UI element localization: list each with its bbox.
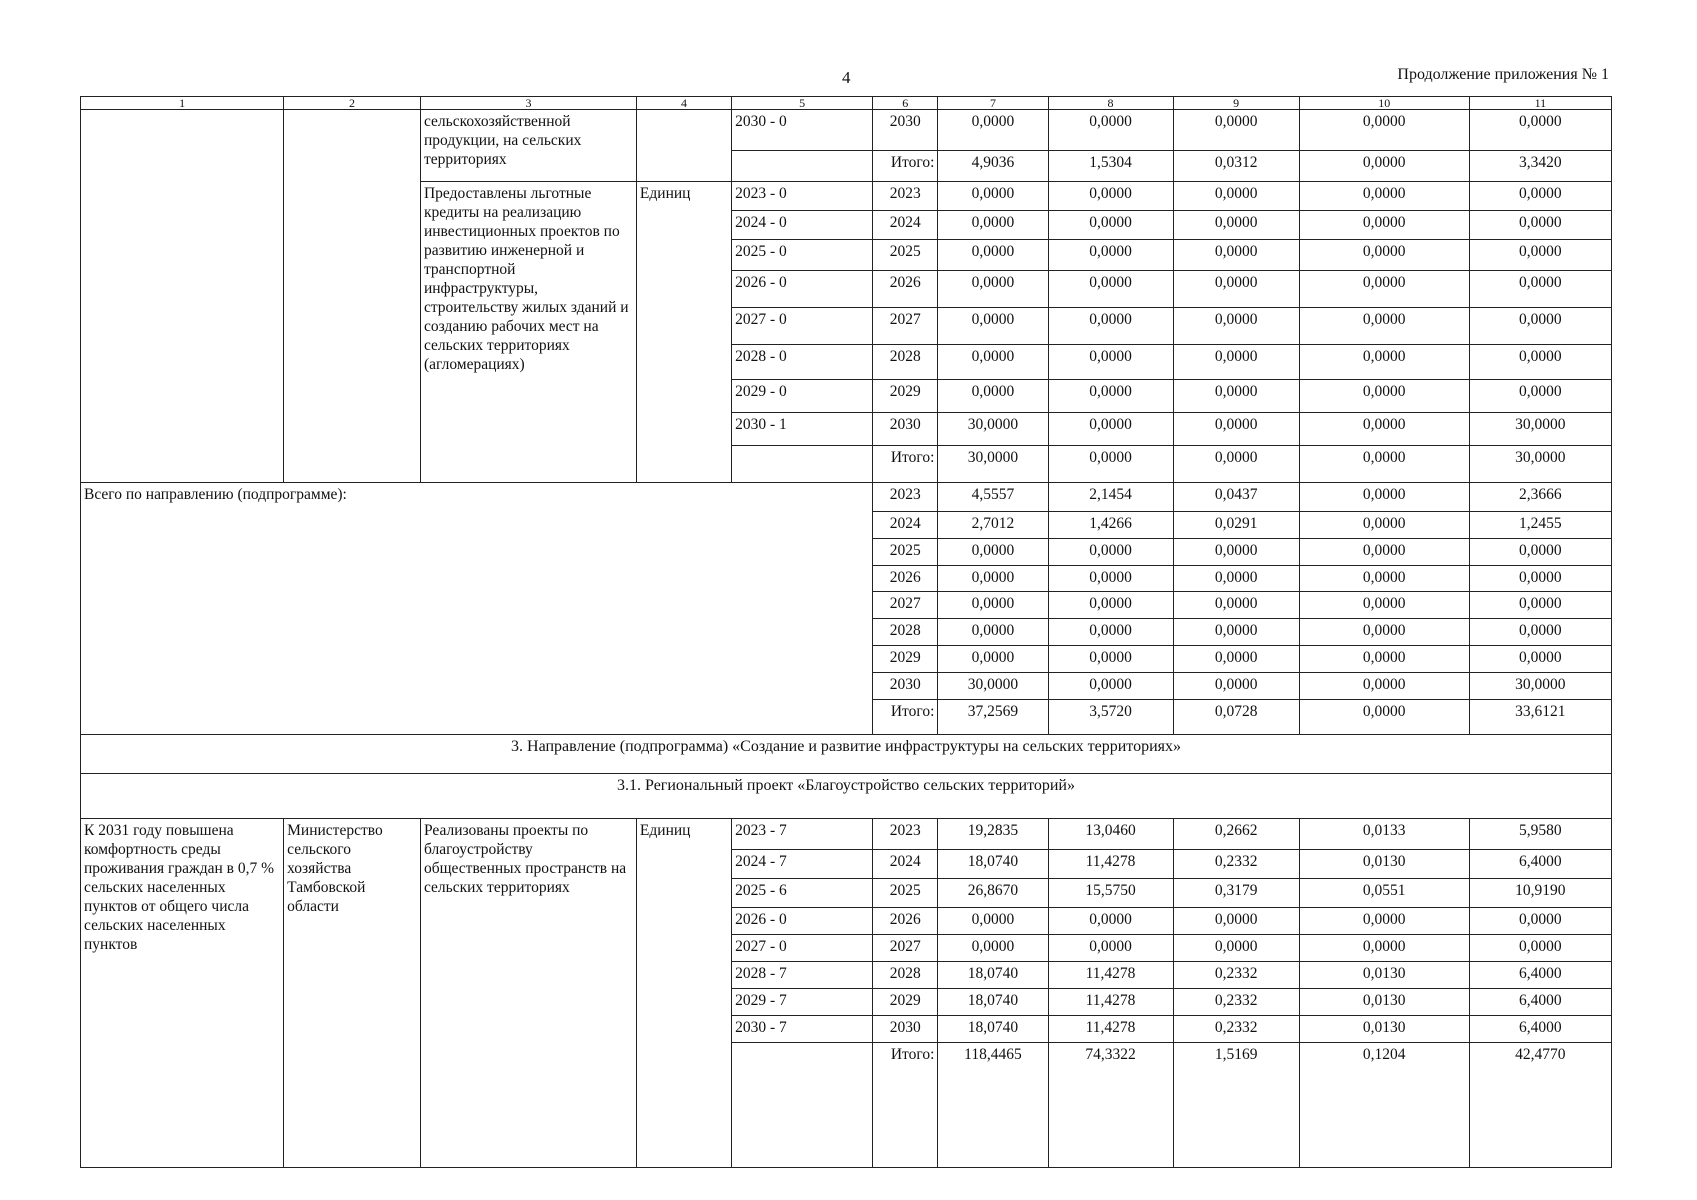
value-cell: 0,0000 bbox=[1048, 211, 1173, 240]
year-cell: 2026 bbox=[873, 908, 938, 935]
value-cell: 0,0000 bbox=[1048, 935, 1173, 962]
value-cell: 0,0133 bbox=[1299, 819, 1469, 850]
column-number: 1 bbox=[81, 97, 284, 110]
indicator-text: сельскохозяйственной продукции, на сельских территориях bbox=[420, 110, 636, 182]
value-cell: 0,0312 bbox=[1173, 151, 1299, 182]
value-cell: 1,5304 bbox=[1048, 151, 1173, 182]
value-cell: 2,3666 bbox=[1469, 483, 1611, 512]
value-cell: 0,0437 bbox=[1173, 483, 1299, 512]
responsible-text: Министерство сельского хозяйства Тамбовской области bbox=[284, 819, 421, 1168]
value-cell: 0,0000 bbox=[1173, 211, 1299, 240]
value-cell: 3,5720 bbox=[1048, 700, 1173, 735]
unit-cell: Единиц bbox=[636, 819, 731, 1168]
value-cell: 30,0000 bbox=[938, 413, 1048, 446]
plan-cell: 2030 - 1 bbox=[732, 413, 873, 446]
section-row bbox=[81, 774, 1612, 819]
value-cell: 0,0000 bbox=[1173, 345, 1299, 380]
value-cell: 0,0130 bbox=[1299, 989, 1469, 1016]
value-cell: 0,0000 bbox=[1299, 935, 1469, 962]
value-cell: 30,0000 bbox=[938, 446, 1048, 483]
year-cell: 2024 bbox=[873, 850, 938, 879]
year-cell: 2027 bbox=[873, 935, 938, 962]
value-cell: 0,0000 bbox=[1299, 308, 1469, 345]
year-cell: 2030 bbox=[873, 673, 938, 700]
value-cell: 0,0000 bbox=[1173, 308, 1299, 345]
value-cell: 0,2662 bbox=[1173, 819, 1299, 850]
value-cell: 13,0460 bbox=[1048, 819, 1173, 850]
column-number: 8 bbox=[1048, 97, 1173, 110]
value-cell: 0,0000 bbox=[1048, 308, 1173, 345]
value-cell: 0,0551 bbox=[1299, 879, 1469, 908]
value-cell: 0,0000 bbox=[1299, 211, 1469, 240]
value-cell: 0,0000 bbox=[1048, 566, 1173, 592]
year-cell: 2024 bbox=[873, 211, 938, 240]
year-cell: 2028 bbox=[873, 619, 938, 646]
itogo-label: Итого: bbox=[873, 1043, 938, 1168]
value-cell: 0,3179 bbox=[1173, 879, 1299, 908]
value-cell: 18,0740 bbox=[938, 962, 1048, 989]
value-cell: 0,0000 bbox=[1469, 592, 1611, 619]
value-cell: 0,0000 bbox=[1173, 908, 1299, 935]
value-cell: 0,0000 bbox=[938, 211, 1048, 240]
year-cell: 2023 bbox=[873, 819, 938, 850]
value-cell: 0,0000 bbox=[938, 592, 1048, 619]
value-cell: 0,0000 bbox=[1469, 619, 1611, 646]
itogo-label: Итого: bbox=[873, 446, 938, 483]
column-number: 5 bbox=[732, 97, 873, 110]
year-cell: 2028 bbox=[873, 962, 938, 989]
year-cell: 2026 bbox=[873, 566, 938, 592]
plan-cell: 2024 - 0 bbox=[732, 211, 873, 240]
budget-table bbox=[80, 96, 1612, 1168]
value-cell: 42,4770 bbox=[1469, 1043, 1611, 1168]
value-cell: 0,0000 bbox=[1173, 539, 1299, 566]
indicator-text: Реализованы проекты по благоустройству общественных пространств на сельских территориях bbox=[420, 819, 636, 1168]
value-cell: 0,0000 bbox=[1299, 483, 1469, 512]
value-cell: 0,0130 bbox=[1299, 962, 1469, 989]
value-cell: 0,0000 bbox=[1173, 446, 1299, 483]
value-cell: 18,0740 bbox=[938, 989, 1048, 1016]
value-cell: 0,0000 bbox=[1469, 110, 1611, 151]
value-cell: 0,0000 bbox=[1469, 380, 1611, 413]
value-cell: 0,0000 bbox=[1469, 271, 1611, 308]
value-cell: 0,0000 bbox=[1469, 566, 1611, 592]
value-cell: 1,4266 bbox=[1048, 512, 1173, 539]
value-cell: 74,3322 bbox=[1048, 1043, 1173, 1168]
value-cell: 0,0000 bbox=[938, 566, 1048, 592]
value-cell: 0,0000 bbox=[1173, 240, 1299, 271]
plan-cell bbox=[732, 446, 873, 483]
cell-col1-empty bbox=[81, 110, 284, 483]
value-cell: 0,0000 bbox=[1048, 539, 1173, 566]
value-cell: 0,0000 bbox=[1173, 413, 1299, 446]
value-cell: 0,0000 bbox=[1048, 413, 1173, 446]
year-cell: 2029 bbox=[873, 380, 938, 413]
value-cell: 0,0000 bbox=[1173, 646, 1299, 673]
value-cell: 0,0728 bbox=[1173, 700, 1299, 735]
itogo-label: Итого: bbox=[873, 151, 938, 182]
value-cell: 26,8670 bbox=[938, 879, 1048, 908]
subsection-title: 3.1. Региональный проект «Благоустройство сельских территорий» bbox=[81, 774, 1612, 819]
page-number: 4 bbox=[842, 68, 851, 87]
value-cell: 30,0000 bbox=[1469, 446, 1611, 483]
column-number: 6 bbox=[873, 97, 938, 110]
value-cell: 0,0000 bbox=[1299, 151, 1469, 182]
plan-cell: 2023 - 0 bbox=[732, 182, 873, 211]
value-cell: 18,0740 bbox=[938, 1016, 1048, 1043]
plan-cell: 2030 - 7 bbox=[732, 1016, 873, 1043]
value-cell: 33,6121 bbox=[1469, 700, 1611, 735]
value-cell: 6,4000 bbox=[1469, 962, 1611, 989]
value-cell: 19,2835 bbox=[938, 819, 1048, 850]
value-cell: 4,5557 bbox=[938, 483, 1048, 512]
value-cell: 0,0000 bbox=[938, 539, 1048, 566]
value-cell: 0,0000 bbox=[1469, 539, 1611, 566]
unit-cell-empty bbox=[636, 110, 731, 182]
value-cell: 5,9580 bbox=[1469, 819, 1611, 850]
year-cell: 2030 bbox=[873, 1016, 938, 1043]
value-cell: 10,9190 bbox=[1469, 879, 1611, 908]
value-cell: 11,4278 bbox=[1048, 989, 1173, 1016]
value-cell: 0,0291 bbox=[1173, 512, 1299, 539]
plan-cell: 2025 - 0 bbox=[732, 240, 873, 271]
value-cell: 0,0000 bbox=[1173, 182, 1299, 211]
value-cell: 37,2569 bbox=[938, 700, 1048, 735]
value-cell: 0,0000 bbox=[1048, 271, 1173, 308]
value-cell: 0,0000 bbox=[1299, 380, 1469, 413]
value-cell: 0,0000 bbox=[1299, 566, 1469, 592]
value-cell: 0,0000 bbox=[1299, 110, 1469, 151]
year-cell: 2025 bbox=[873, 879, 938, 908]
value-cell: 0,0000 bbox=[938, 619, 1048, 646]
value-cell: 30,0000 bbox=[1469, 673, 1611, 700]
value-cell: 0,0000 bbox=[938, 240, 1048, 271]
cell-col2-empty bbox=[284, 110, 421, 483]
year-cell: 2023 bbox=[873, 182, 938, 211]
value-cell: 0,0000 bbox=[1469, 211, 1611, 240]
table-row bbox=[81, 110, 1612, 151]
value-cell: 0,0000 bbox=[938, 308, 1048, 345]
value-cell: 30,0000 bbox=[938, 673, 1048, 700]
value-cell: 0,0000 bbox=[938, 646, 1048, 673]
total-row bbox=[81, 483, 1612, 512]
value-cell: 0,0000 bbox=[1299, 646, 1469, 673]
column-number: 10 bbox=[1299, 97, 1469, 110]
value-cell: 0,0000 bbox=[1299, 271, 1469, 308]
year-cell: 2025 bbox=[873, 539, 938, 566]
year-cell: 2025 bbox=[873, 240, 938, 271]
year-cell: 2029 bbox=[873, 989, 938, 1016]
value-cell: 6,4000 bbox=[1469, 850, 1611, 879]
year-cell: 2024 bbox=[873, 512, 938, 539]
value-cell: 2,7012 bbox=[938, 512, 1048, 539]
value-cell: 0,0130 bbox=[1299, 1016, 1469, 1043]
value-cell: 0,0000 bbox=[1048, 646, 1173, 673]
goal-text: К 2031 году повышена комфортность среды проживания граждан в 0,7 % сельских населенных пунктов от общего числа сельских населенных пунктов bbox=[81, 819, 284, 1168]
plan-cell: 2027 - 0 bbox=[732, 935, 873, 962]
value-cell: 0,0000 bbox=[1173, 592, 1299, 619]
year-cell: 2030 bbox=[873, 413, 938, 446]
value-cell: 0,0000 bbox=[1048, 908, 1173, 935]
plan-cell: 2027 - 0 bbox=[732, 308, 873, 345]
itogo-label: Итого: bbox=[873, 700, 938, 735]
value-cell: 30,0000 bbox=[1469, 413, 1611, 446]
plan-cell: 2029 - 7 bbox=[732, 989, 873, 1016]
column-number: 3 bbox=[420, 97, 636, 110]
value-cell: 0,0000 bbox=[1299, 700, 1469, 735]
unit-cell: Единиц bbox=[636, 182, 731, 483]
value-cell: 0,2332 bbox=[1173, 962, 1299, 989]
value-cell: 3,3420 bbox=[1469, 151, 1611, 182]
value-cell: 0,0000 bbox=[1173, 673, 1299, 700]
value-cell: 0,0000 bbox=[1299, 512, 1469, 539]
continuation-note: Продолжение приложения № 1 bbox=[1397, 66, 1609, 83]
value-cell: 1,2455 bbox=[1469, 512, 1611, 539]
value-cell: 0,0000 bbox=[1173, 380, 1299, 413]
value-cell: 0,0000 bbox=[938, 935, 1048, 962]
year-cell: 2029 bbox=[873, 646, 938, 673]
value-cell: 0,2332 bbox=[1173, 1016, 1299, 1043]
value-cell: 0,0000 bbox=[938, 908, 1048, 935]
value-cell: 11,4278 bbox=[1048, 962, 1173, 989]
value-cell: 0,0000 bbox=[1299, 413, 1469, 446]
value-cell: 0,0000 bbox=[1048, 345, 1173, 380]
value-cell: 0,0000 bbox=[938, 271, 1048, 308]
plan-cell: 2026 - 0 bbox=[732, 271, 873, 308]
value-cell: 0,0000 bbox=[1299, 673, 1469, 700]
value-cell: 4,9036 bbox=[938, 151, 1048, 182]
value-cell: 0,0000 bbox=[1173, 935, 1299, 962]
value-cell: 0,0000 bbox=[1048, 380, 1173, 413]
value-cell: 0,1204 bbox=[1299, 1043, 1469, 1168]
value-cell: 0,0000 bbox=[1048, 110, 1173, 151]
value-cell: 1,5169 bbox=[1173, 1043, 1299, 1168]
value-cell: 0,2332 bbox=[1173, 989, 1299, 1016]
value-cell: 0,0000 bbox=[1048, 182, 1173, 211]
total-label: Всего по направлению (подпрограмме): bbox=[81, 483, 873, 735]
value-cell: 0,0000 bbox=[1048, 619, 1173, 646]
value-cell: 0,2332 bbox=[1173, 850, 1299, 879]
value-cell: 0,0000 bbox=[1299, 619, 1469, 646]
plan-cell: 2023 - 7 bbox=[732, 819, 873, 850]
section-row bbox=[81, 735, 1612, 774]
value-cell: 0,0000 bbox=[1469, 182, 1611, 211]
indicator-text: Предоставлены льготные кредиты на реализацию инвестиционных проектов по развитию инженерной и транспортной инфраструктуры, строительству жилых зданий и созданию рабочих мест на сельских территориях (агломерациях) bbox=[420, 182, 636, 483]
value-cell: 0,0000 bbox=[938, 380, 1048, 413]
year-cell: 2027 bbox=[873, 308, 938, 345]
value-cell: 0,0000 bbox=[1048, 592, 1173, 619]
column-number: 9 bbox=[1173, 97, 1299, 110]
column-number: 7 bbox=[938, 97, 1048, 110]
year-cell: 2026 bbox=[873, 271, 938, 308]
value-cell: 0,0000 bbox=[1469, 308, 1611, 345]
plan-cell: 2024 - 7 bbox=[732, 850, 873, 879]
plan-cell: 2028 - 0 bbox=[732, 345, 873, 380]
value-cell: 0,0000 bbox=[1299, 345, 1469, 380]
column-number: 11 bbox=[1469, 97, 1611, 110]
value-cell: 15,5750 bbox=[1048, 879, 1173, 908]
plan-cell bbox=[732, 151, 873, 182]
value-cell: 0,0000 bbox=[1048, 673, 1173, 700]
value-cell: 11,4278 bbox=[1048, 850, 1173, 879]
column-number-row bbox=[81, 97, 1612, 110]
value-cell: 0,0000 bbox=[1469, 908, 1611, 935]
value-cell: 118,4465 bbox=[938, 1043, 1048, 1168]
value-cell: 0,0000 bbox=[1173, 619, 1299, 646]
section-title: 3. Направление (подпрограмма) «Создание и развитие инфраструктуры на сельских территориях» bbox=[81, 735, 1612, 774]
value-cell: 11,4278 bbox=[1048, 1016, 1173, 1043]
value-cell: 0,0000 bbox=[1173, 271, 1299, 308]
value-cell: 0,0000 bbox=[938, 345, 1048, 380]
plan-cell bbox=[732, 1043, 873, 1168]
column-number: 2 bbox=[284, 97, 421, 110]
value-cell: 0,0000 bbox=[1469, 345, 1611, 380]
plan-cell: 2029 - 0 bbox=[732, 380, 873, 413]
table-row bbox=[81, 819, 1612, 850]
value-cell: 0,0000 bbox=[938, 110, 1048, 151]
value-cell: 0,0000 bbox=[1173, 110, 1299, 151]
column-number: 4 bbox=[636, 97, 731, 110]
value-cell: 0,0000 bbox=[1048, 446, 1173, 483]
value-cell: 6,4000 bbox=[1469, 989, 1611, 1016]
value-cell: 0,0000 bbox=[1299, 446, 1469, 483]
value-cell: 0,0000 bbox=[1469, 646, 1611, 673]
value-cell: 6,4000 bbox=[1469, 1016, 1611, 1043]
plan-cell: 2028 - 7 bbox=[732, 962, 873, 989]
value-cell: 0,0000 bbox=[1299, 539, 1469, 566]
value-cell: 0,0000 bbox=[1048, 240, 1173, 271]
value-cell: 0,0000 bbox=[1469, 240, 1611, 271]
value-cell: 0,0000 bbox=[1469, 935, 1611, 962]
value-cell: 0,0000 bbox=[1299, 240, 1469, 271]
plan-cell: 2026 - 0 bbox=[732, 908, 873, 935]
year-cell: 2027 bbox=[873, 592, 938, 619]
value-cell: 0,0000 bbox=[1299, 908, 1469, 935]
plan-cell: 2030 - 0 bbox=[732, 110, 873, 151]
plan-cell: 2025 - 6 bbox=[732, 879, 873, 908]
year-cell: 2023 bbox=[873, 483, 938, 512]
value-cell: 0,0130 bbox=[1299, 850, 1469, 879]
value-cell: 0,0000 bbox=[1299, 592, 1469, 619]
year-cell: 2030 bbox=[873, 110, 938, 151]
value-cell: 0,0000 bbox=[1173, 566, 1299, 592]
year-cell: 2028 bbox=[873, 345, 938, 380]
value-cell: 0,0000 bbox=[938, 182, 1048, 211]
value-cell: 2,1454 bbox=[1048, 483, 1173, 512]
value-cell: 0,0000 bbox=[1299, 182, 1469, 211]
value-cell: 18,0740 bbox=[938, 850, 1048, 879]
